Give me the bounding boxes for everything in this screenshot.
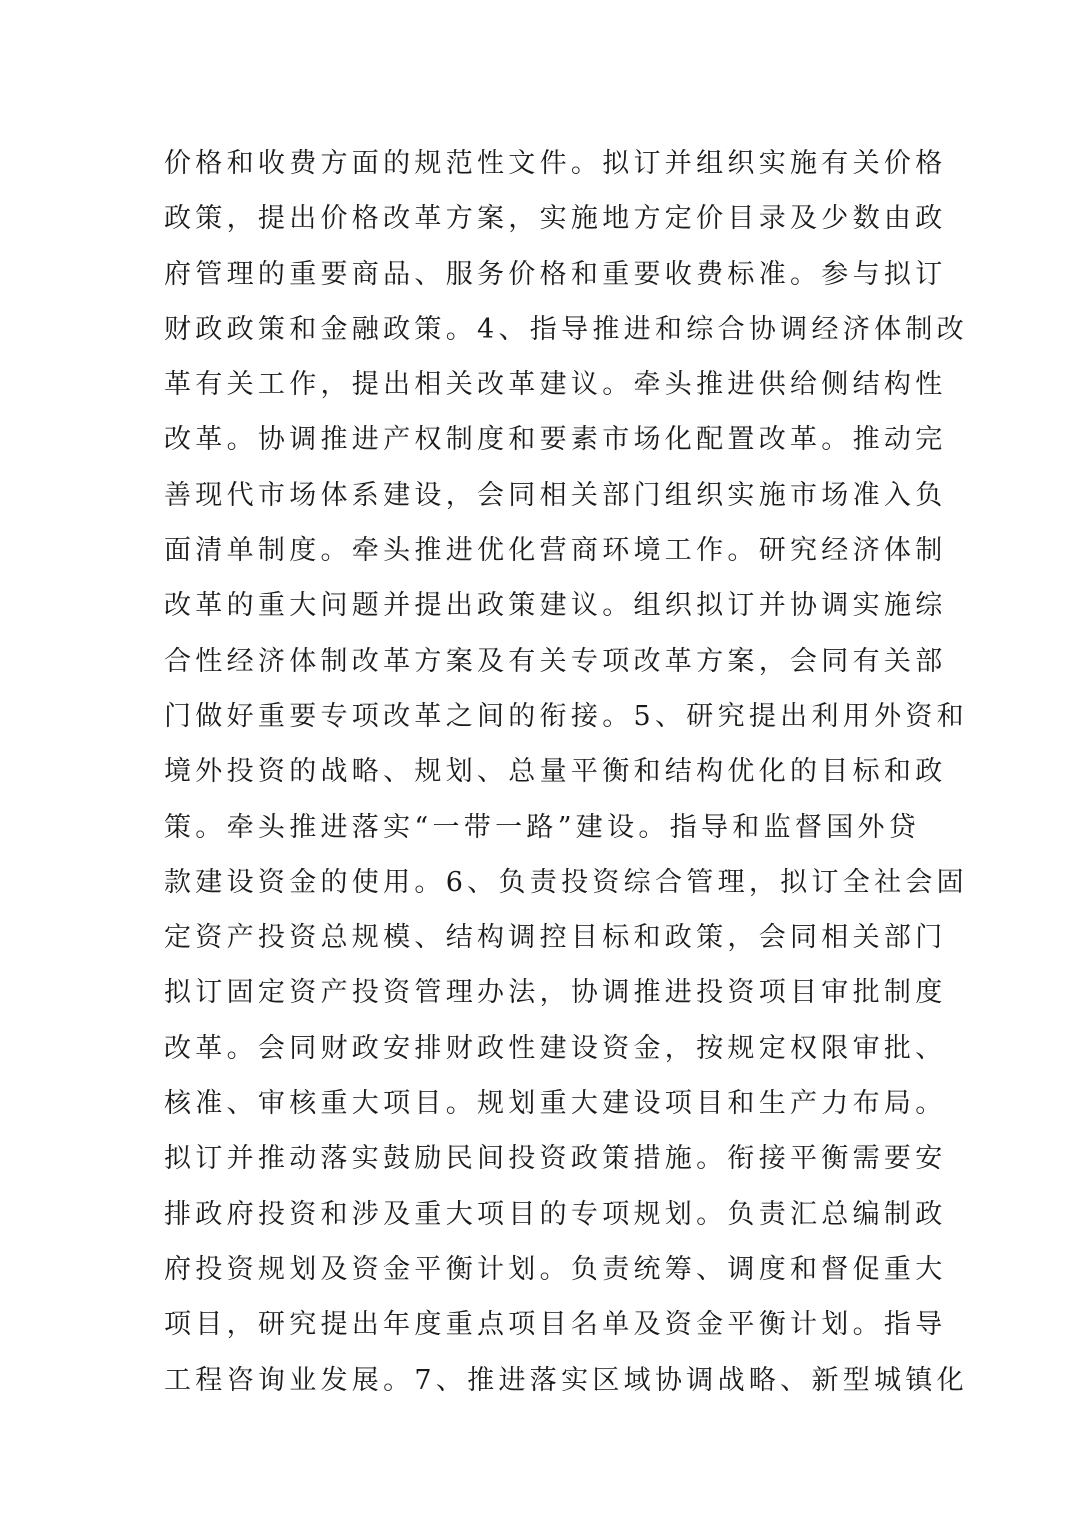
text-line: 拟订并推动落实鼓励民间投资政策措施。衔接平衡需要安	[164, 1143, 947, 1175]
text-line: 门做好重要专项改革之间的衔接。5、研究提出利用外资和	[164, 700, 968, 732]
text-line: 改革。会同财政安排财政性建设资金，按规定权限审批、	[164, 1032, 947, 1064]
text-line: 款建设资金的使用。6、负责投资综合管理，拟订全社会固	[164, 866, 968, 898]
text-line: 项目，研究提出年度重点项目名单及资金平衡计划。指导	[164, 1309, 947, 1341]
text-line: 改革。协调推进产权制度和要素市场化配置改革。推动完	[164, 424, 947, 456]
text-line: 政策，提出价格改革方案，实施地方定价目录及少数由政	[164, 203, 947, 235]
text-line: 策。牵头推进落实“一带一路”建设。指导和监督国外贷	[164, 811, 921, 843]
text-line: 善现代市场体系建设，会同相关部门组织实施市场准入负	[164, 479, 947, 511]
text-line: 府管理的重要商品、服务价格和重要收费标准。参与拟订	[164, 258, 947, 290]
text-line: 改革的重大问题并提出政策建议。组织拟订并协调实施综	[164, 590, 947, 622]
text-line: 面清单制度。牵头推进优化营商环境工作。研究经济体制	[164, 535, 947, 567]
text-line: 排政府投资和涉及重大项目的专项规划。负责汇总编制政	[164, 1198, 947, 1230]
text-line: 府投资规划及资金平衡计划。负责统筹、调度和督促重大	[164, 1253, 947, 1285]
body-text	[164, 136, 968, 1408]
text-line: 财政政策和金融政策。4、指导推进和综合协调经济体制改	[164, 313, 968, 345]
text-line: 合性经济体制改革方案及有关专项改革方案，会同有关部	[164, 645, 947, 677]
text-line: 核准、审核重大项目。规划重大建设项目和生产力布局。	[164, 1088, 947, 1120]
text-line: 定资产投资总规模、结构调控目标和政策，会同相关部门	[164, 922, 947, 954]
text-line: 价格和收费方面的规范性文件。拟订并组织实施有关价格	[164, 148, 947, 179]
text-line: 境外投资的战略、规划、总量平衡和结构优化的目标和政	[164, 756, 947, 788]
text-line: 革有关工作，提出相关改革建议。牵头推进供给侧结构性	[164, 369, 947, 401]
text-line: 拟订固定资产投资管理办法，协调推进投资项目审批制度	[164, 977, 947, 1009]
text-line: 工程咨询业发展。7、推进落实区域协调战略、新型城镇化	[164, 1364, 968, 1396]
